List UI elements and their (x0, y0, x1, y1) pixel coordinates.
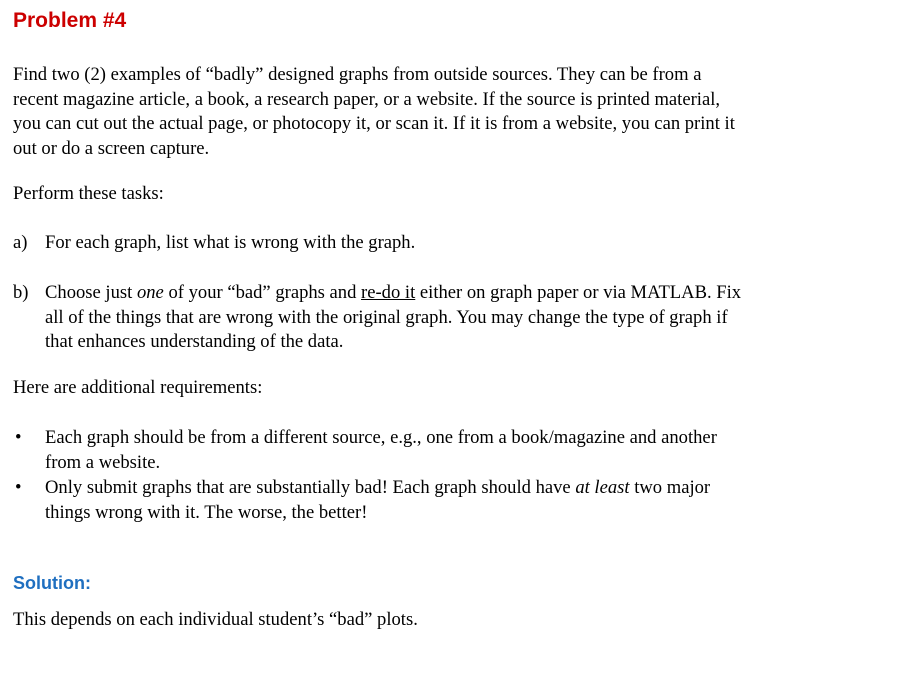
intro-line: out or do a screen capture. (13, 137, 210, 159)
intro-line: Find two (2) examples of “badly” designed graphs from outside sources. They can be from a (13, 64, 702, 85)
intro-line: recent magazine article, a book, a research paper, or a website. If the source is printed material, (13, 88, 721, 110)
requirement-2-line-1 (45, 476, 853, 501)
bullet-icon: • (15, 477, 22, 498)
task-b-text-2: of your “bad” graphs and (163, 282, 362, 303)
task-b-emphasis: one (136, 282, 164, 303)
solution-text: This depends on each individual student’s “bad” plots. (13, 609, 418, 630)
requirements-intro: Here are additional requirements: (13, 377, 263, 398)
requirement-text (45, 476, 853, 525)
task-text-a: For each graph, list what is wrong with the graph. (45, 232, 416, 253)
task-b-line-2: all of the things that are wrong with the original graph. You may change the type of graph if (45, 306, 728, 328)
bullet-icon: • (15, 427, 22, 448)
task-b-text-3: either on graph paper or via MATLAB. Fix (415, 282, 742, 303)
solution-label: Solution: (13, 573, 91, 593)
requirement-2-line-2: things wrong with it. The worse, the better! (45, 501, 368, 523)
problem-title: Problem #4 (13, 9, 127, 32)
problem-intro-paragraph (13, 63, 853, 161)
requirement-1-line-2: from a website. (45, 451, 161, 473)
task-b-text-1: Choose just (45, 282, 137, 303)
requirement-2-text-2: two major (629, 477, 711, 498)
intro-line: you can cut out the actual page, or photocopy it, or scan it. If it is from a website, you can print it (13, 113, 735, 134)
task-marker-b: b) (13, 282, 29, 303)
requirement-2-emphasis: at least (575, 477, 630, 498)
tasks-intro: Perform these tasks: (13, 183, 164, 204)
task-marker-a: a) (13, 232, 28, 253)
requirement-1-line-1: Each graph should be from a different source, e.g., one from a book/magazine and another (45, 427, 717, 448)
requirement-2-text-1: Only submit graphs that are substantially bad! Each graph should have (45, 477, 576, 498)
task-b-underlined: re-do it (361, 282, 416, 303)
requirement-text (45, 426, 853, 475)
task-b-line-1 (45, 281, 853, 306)
task-b-line-3: that enhances understanding of the data. (45, 331, 344, 352)
task-text-b (45, 281, 853, 355)
